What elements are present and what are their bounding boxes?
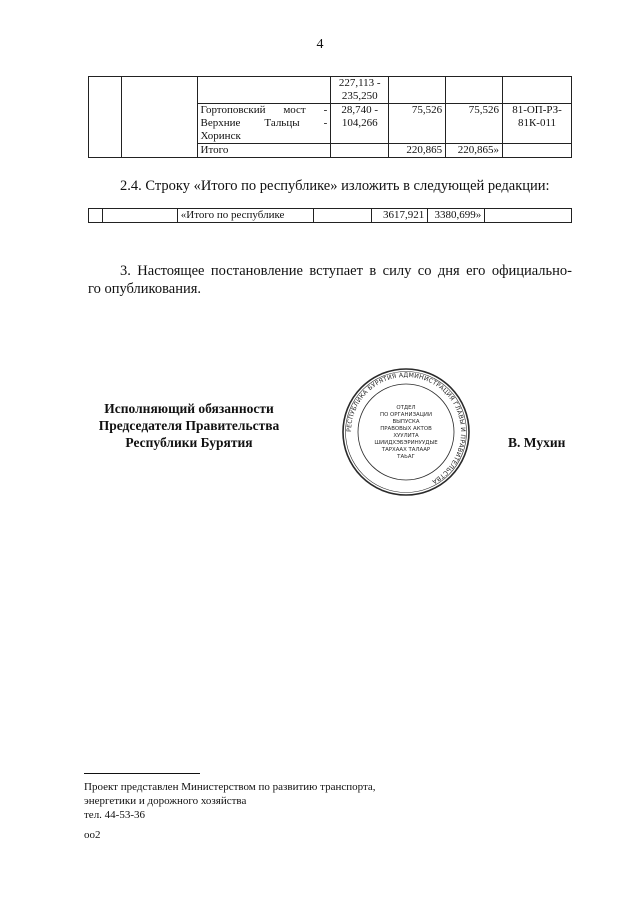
seal-center-line: ХУУЛИТА (393, 433, 419, 439)
total-cell: 220,865» (446, 144, 503, 158)
roads-table (88, 76, 572, 158)
table-cell (331, 144, 389, 158)
signatory-line: Председателя Правительства (98, 418, 280, 433)
footer-rule (84, 773, 200, 774)
seal-center-line: ВЫПУСКА (392, 419, 420, 425)
table-cell (102, 209, 177, 223)
seal-center-line: ТАЬАГ (397, 454, 415, 460)
length-cell: 75,526 (389, 104, 446, 144)
km-range: 235,250 (341, 90, 378, 102)
footer-line: энергетики и дорожного хозяйства (84, 795, 247, 807)
total-cell: 3617,921 (372, 209, 428, 223)
seal-outer-text: РЕСПУБЛИКА БУРЯТИЯ АДМИНИСТРАЦИЯ ГЛАВЫ И ПРАВИТЕЛЬСТВА (345, 371, 467, 486)
table-cell (121, 77, 197, 158)
table-cell (331, 77, 389, 104)
table-cell (389, 77, 446, 104)
km-range: 28,740 - (341, 104, 379, 116)
paragraph-3-line: 3. Настоящее постановление вступает в силу со дня его официально- (120, 263, 572, 279)
footer-line: Проект представлен Министерством по развитию транспорта, (84, 781, 376, 793)
page-number: 4 (316, 37, 324, 52)
table-row (89, 209, 572, 223)
table-cell (331, 104, 389, 144)
republic-total-label: «Итого по республике (177, 209, 314, 223)
seal-center-line: ПРАВОВЫХ АКТОВ (380, 426, 432, 432)
road-name-cell (197, 104, 331, 144)
footer-note (84, 780, 376, 822)
road-code: 81-ОП-РЗ- (512, 104, 562, 116)
table-cell (485, 209, 572, 223)
paragraph-3 (88, 262, 572, 298)
table-cell (446, 77, 503, 104)
republic-total-table (88, 208, 572, 223)
table-cell (314, 209, 372, 223)
paragraph-2-4: 2.4. Строку «Итого по республике» изложить в следующей редакции: (120, 178, 550, 194)
road-name: Гортоповский мост - (200, 104, 328, 116)
paragraph-3-line: го опубликования. (88, 281, 202, 297)
table-row (89, 77, 572, 104)
footer-line: тел. 44-53-36 (84, 809, 146, 821)
seal-center-line: ПО ОРГАНИЗАЦИИ (380, 412, 432, 418)
table-cell (197, 77, 331, 104)
road-code-cell (503, 104, 572, 144)
seal-center-line: ШИИДХЭБЭРИНУУДЫЕ (374, 440, 438, 446)
length-cell: 75,526 (446, 104, 503, 144)
road-name: Хоринск (200, 130, 241, 142)
table-cell (503, 77, 572, 104)
total-cell: 220,865 (389, 144, 446, 158)
document-code: оо2 (84, 829, 101, 841)
km-range: 104,266 (341, 117, 378, 129)
table-cell (89, 209, 103, 223)
seal-center-line: ТАРХААХ ТАЛААР (381, 447, 431, 453)
signatory-name: В. Мухин (508, 435, 566, 450)
road-name: Верхние Тальцы - (200, 117, 328, 129)
table-cell (89, 77, 122, 158)
signatory-line: Исполняющий обязанности (104, 401, 274, 416)
official-seal (340, 366, 472, 498)
signatory-title (80, 400, 298, 451)
road-code: 81К-011 (517, 117, 557, 129)
table-cell (503, 144, 572, 158)
total-label: Итого (197, 144, 331, 158)
seal-center-text (374, 405, 438, 460)
total-cell: 3380,699» (428, 209, 485, 223)
km-range: 227,113 - (338, 77, 381, 89)
signatory-line: Республики Бурятия (125, 435, 253, 450)
seal-center-line: ОТДЕЛ (396, 405, 416, 411)
